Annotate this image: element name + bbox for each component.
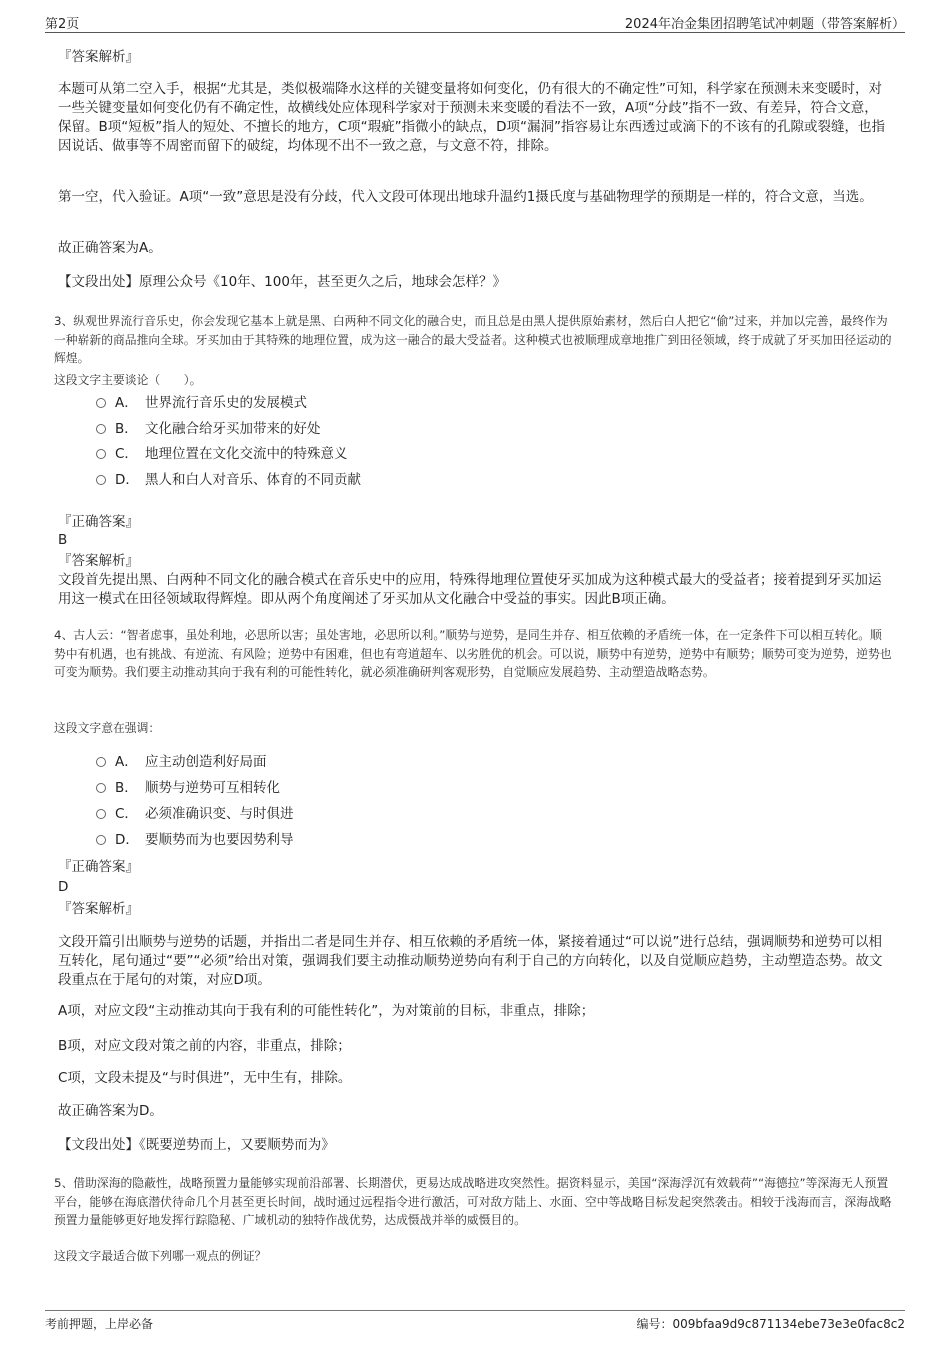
q4-analysis-para3: B项，对应文段对策之前的内容，非重点，排除；: [58, 1038, 351, 1054]
q3-question: 这段文字主要谈论（ ）。: [54, 373, 202, 387]
q2-analysis-label: 『答案解析』: [58, 49, 139, 65]
radio-icon[interactable]: [96, 809, 106, 819]
q3-answer-label: 『正确答案』: [58, 514, 139, 530]
q4-analysis-label: 『答案解析』: [58, 901, 139, 917]
document-id: 编号：009bfaa9d9c871134ebe73e3e0fac8c2: [636, 1317, 905, 1331]
q4-option-a[interactable]: A． 应主动创造利好局面: [96, 752, 267, 772]
page-header: [45, 10, 905, 33]
q2-analysis-para1: 本题可从第二空入手，根据“尤其是，类似极端降水这样的关键变量将如何变化，仍有很大的不确定性”可知，科学家在预测未来变暖时，对一些关键变量如何变化仍有不确定性，故横线处应体现科学家对于预测未来变暖的看法不一致，A项“分歧”指不一致、有差异，符合文意，保留。B项“短板”指人的短处、不擅长的地方，C项“瑕疵”指微小的缺点，D项“漏洞”指容易让东西透过或滴下的不该有的孔隙或裂缝，也指因说话、做事等不周密而留下的破绽，均体现不出不一致之意，与文意不符，排除。: [58, 81, 886, 154]
q3-stem: 3、纵观世界流行音乐史，你会发现它基本上就是黑、白两种不同文化的融合史，而且总是由黑人提供原始素材，然后白人把它“偷”过来，并加以完善，最终作为一种崭新的商品推向全球。牙买加由于其特殊的地理位置，成为这一融合的最大受益者。这种模式也被顺理成章地推广到田径领域，终于成就了牙买加田径运动的辉煌。: [54, 314, 892, 365]
q2-conclusion: 故正确答案为A。: [58, 240, 162, 256]
q4-analysis-para2: A项，对应文段“主动推动其向于我有利的可能性转化”，为对策前的目标，非重点，排除；: [58, 1003, 595, 1019]
q3-analysis: 文段首先提出黑、白两种不同文化的融合模式在音乐史中的应用，特殊得地理位置使牙买加成为这种模式最大的受益者；接着提到牙买加运用这一模式在田径领域取得辉煌。即从两个角度阐述了牙买加从文化融合中受益的事实。因此B项正确。: [58, 572, 882, 607]
radio-icon[interactable]: [96, 398, 106, 408]
q4-question: 这段文字意在强调：: [54, 721, 161, 735]
q3-option-a[interactable]: A． 世界流行音乐史的发展模式: [96, 393, 307, 413]
radio-icon[interactable]: [96, 449, 106, 459]
q4-source: 【文段出处】《既要逆势而上，又要顺势而为》: [58, 1137, 335, 1153]
q3-analysis-label: 『答案解析』: [58, 553, 139, 569]
radio-icon[interactable]: [96, 757, 106, 767]
q3-option-c[interactable]: C． 地理位置在文化交流中的特殊意义: [96, 444, 348, 464]
q2-source: 【文段出处】原理公众号《10年、100年，甚至更久之后，地球会怎样？》: [58, 274, 506, 290]
radio-icon[interactable]: [96, 835, 106, 845]
q4-answer-label: 『正确答案』: [58, 859, 139, 875]
radio-icon[interactable]: [96, 424, 106, 434]
footer-slogan: 考前押题，上岸必备: [45, 1317, 154, 1331]
q2-analysis-para2: 第一空，代入验证。A项“一致”意思是没有分歧，代入文段可体现出地球升温约1摄氏度与基础物理学的预期是一样的，符合文意，当选。: [58, 189, 873, 205]
q4-option-c[interactable]: C． 必须准确识变、与时俱进: [96, 804, 294, 824]
q3-option-b[interactable]: B． 文化融合给牙买加带来的好处: [96, 419, 321, 439]
q5-stem: 5、借助深海的隐蔽性，战略预置力量能够实现前沿部署、长期潜伏，更易达成战略进攻突然性。据资料显示，美国“深海浮沉有效载荷”“海德拉”等深海无人预置平台，能够在海底潜伏待命几个月甚至更长时间，战时通过远程指令进行激活，可对敌方陆上、水面、空中等战略目标发起突然袭击。相较于浅海而言，深海战略预置力量能够更好地发挥行踪隐秘、广域机动的独特作战优势，达成慑战并举的威慑目的。: [54, 1176, 892, 1227]
q4-analysis-para1: 文段开篇引出顺势与逆势的话题，并指出二者是同生并存、相互依赖的矛盾统一体，紧接着通过“可以说”进行总结，强调顺势和逆势可以相互转化，尾句通过“要”“必须”给出对策，强调我们要主动推动顺势逆势向有利于自己的方向转化，以及自觉顺应趋势，主动塑造态势。故文段重点在于尾句的对策，对应D项。: [58, 934, 883, 988]
q5-question: 这段文字最适合做下列哪一观点的例证？: [54, 1249, 267, 1263]
q4-answer: D: [58, 879, 69, 895]
q3-option-d[interactable]: D． 黑人和白人对音乐、体育的不同贡献: [96, 470, 361, 490]
page-footer: [45, 1310, 905, 1331]
q4-analysis-para4: C项，文段未提及“与时俱进”，无中生有，排除。: [58, 1070, 352, 1086]
document-title: 2024年冶金集团招聘笔试冲刺题（带答案解析）: [624, 17, 905, 32]
q4-option-b[interactable]: B． 顺势与逆势可互相转化: [96, 778, 280, 798]
radio-icon[interactable]: [96, 475, 106, 485]
q4-stem: 4、古人云：“智者虑事，虽处利地，必思所以害；虽处害地，必思所以利。”顺势与逆势，是同生并存、相互依赖的矛盾统一体，在一定条件下可以相互转化。顺势中有机遇，也有挑战、有逆流、有风险；逆势中有困难，但也有弯道超车、以劣胜优的机会。可以说，顺势中有逆势，逆势中有顺势；顺势可变为逆势，逆势也可变为顺势。我们要主动推动其向于我有利的可能性转化，就必须准确研判客观形势，自觉顺应发展趋势、主动塑造战略态势。: [54, 628, 892, 679]
q4-conclusion: 故正确答案为D。: [58, 1103, 163, 1119]
radio-icon[interactable]: [96, 783, 106, 793]
page-number: 第2页: [45, 17, 80, 32]
q3-answer: B: [58, 532, 68, 548]
q4-option-d[interactable]: D． 要顺势而为也要因势利导: [96, 830, 294, 850]
